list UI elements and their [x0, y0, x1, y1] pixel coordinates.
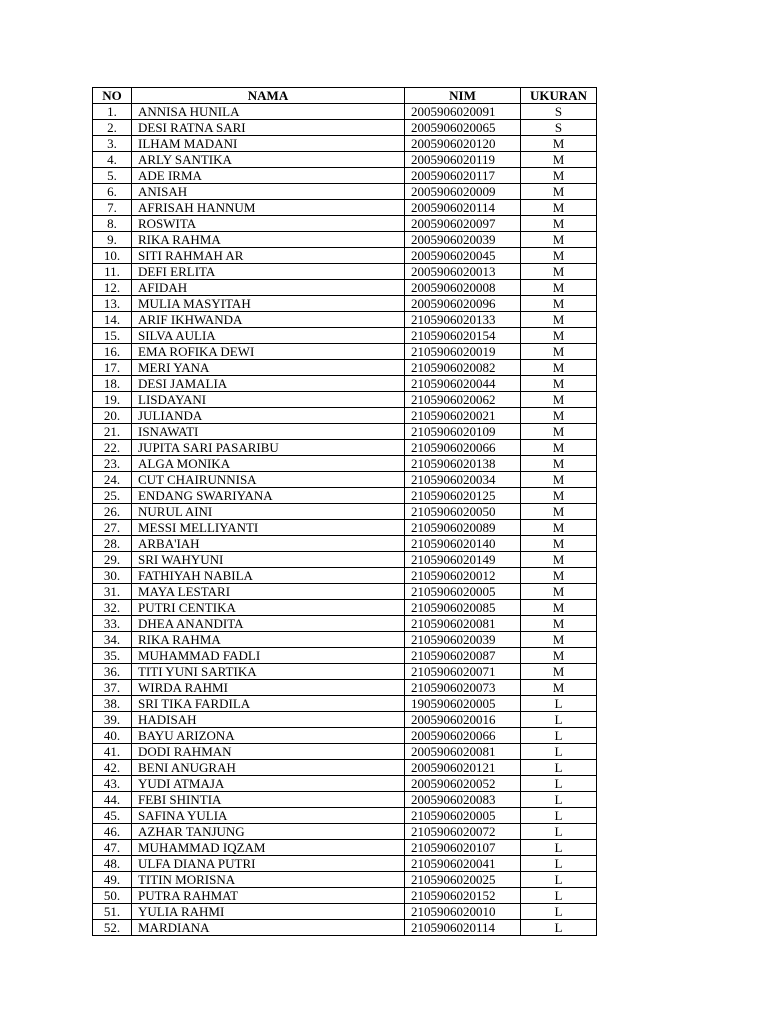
header-ukuran: UKURAN [521, 88, 597, 104]
table-row [93, 360, 597, 376]
table-row [93, 376, 597, 392]
cell-nama: PUTRA RAHMAT [132, 888, 405, 904]
header-nim: NIM [405, 88, 521, 104]
cell-ukuran: M [521, 184, 597, 200]
cell-no: 44. [93, 792, 132, 808]
cell-no: 43. [93, 776, 132, 792]
cell-no: 36. [93, 664, 132, 680]
cell-nim: 2105906020025 [405, 872, 521, 888]
table-row [93, 760, 597, 776]
cell-nim: 2005906020114 [405, 200, 521, 216]
table-row [93, 536, 597, 552]
table-row [93, 584, 597, 600]
cell-nama: ARLY SANTIKA [132, 152, 405, 168]
cell-nama: TITI YUNI SARTIKA [132, 664, 405, 680]
cell-nama: ISNAWATI [132, 424, 405, 440]
cell-no: 9. [93, 232, 132, 248]
cell-nama: BAYU ARIZONA [132, 728, 405, 744]
cell-no: 41. [93, 744, 132, 760]
cell-nama: ANNISA HUNILA [132, 104, 405, 120]
table-row [93, 184, 597, 200]
cell-ukuran: L [521, 776, 597, 792]
table-row [93, 632, 597, 648]
cell-no: 3. [93, 136, 132, 152]
cell-ukuran: M [521, 248, 597, 264]
cell-no: 7. [93, 200, 132, 216]
table-row [93, 472, 597, 488]
cell-nama: SRI WAHYUNI [132, 552, 405, 568]
cell-nim: 2105906020039 [405, 632, 521, 648]
table-row [93, 200, 597, 216]
cell-ukuran: M [521, 456, 597, 472]
table-row [93, 232, 597, 248]
student-size-table [92, 87, 597, 936]
cell-nim: 2105906020072 [405, 824, 521, 840]
cell-no: 1. [93, 104, 132, 120]
cell-ukuran: M [521, 664, 597, 680]
cell-no: 21. [93, 424, 132, 440]
cell-nim: 2105906020034 [405, 472, 521, 488]
cell-nim: 2105906020149 [405, 552, 521, 568]
cell-nim: 2005906020091 [405, 104, 521, 120]
cell-no: 50. [93, 888, 132, 904]
cell-ukuran: M [521, 520, 597, 536]
cell-ukuran: M [521, 568, 597, 584]
table-row [93, 104, 597, 120]
cell-nama: ENDANG SWARIYANA [132, 488, 405, 504]
table-row [93, 616, 597, 632]
cell-no: 52. [93, 920, 132, 936]
cell-no: 20. [93, 408, 132, 424]
table-row [93, 872, 597, 888]
cell-no: 27. [93, 520, 132, 536]
cell-nim: 2005906020039 [405, 232, 521, 248]
table-row [93, 424, 597, 440]
cell-nama: ALGA MONIKA [132, 456, 405, 472]
table-header-row [93, 88, 597, 104]
cell-nama: JUPITA SARI PASARIBU [132, 440, 405, 456]
cell-nim: 2005906020119 [405, 152, 521, 168]
table-row [93, 680, 597, 696]
table-row [93, 808, 597, 824]
cell-nama: EMA ROFIKA DEWI [132, 344, 405, 360]
cell-no: 45. [93, 808, 132, 824]
cell-no: 22. [93, 440, 132, 456]
cell-ukuran: L [521, 792, 597, 808]
cell-ukuran: M [521, 504, 597, 520]
cell-nama: ANISAH [132, 184, 405, 200]
table-row [93, 824, 597, 840]
table-row [93, 696, 597, 712]
cell-ukuran: L [521, 840, 597, 856]
cell-no: 4. [93, 152, 132, 168]
cell-no: 38. [93, 696, 132, 712]
cell-ukuran: L [521, 696, 597, 712]
cell-nama: DESI RATNA SARI [132, 120, 405, 136]
cell-nama: SRI TIKA FARDILA [132, 696, 405, 712]
cell-ukuran: L [521, 872, 597, 888]
table-row [93, 456, 597, 472]
cell-nim: 2105906020107 [405, 840, 521, 856]
table-row [93, 168, 597, 184]
cell-nim: 2105906020140 [405, 536, 521, 552]
cell-nama: MARDIANA [132, 920, 405, 936]
cell-ukuran: M [521, 648, 597, 664]
cell-ukuran: M [521, 440, 597, 456]
cell-ukuran: L [521, 744, 597, 760]
table-row [93, 744, 597, 760]
cell-no: 24. [93, 472, 132, 488]
cell-nama: RIKA RAHMA [132, 232, 405, 248]
cell-nama: MAYA LESTARI [132, 584, 405, 600]
cell-nama: JULIANDA [132, 408, 405, 424]
cell-nim: 2105906020154 [405, 328, 521, 344]
cell-nama: MESSI MELLIYANTI [132, 520, 405, 536]
cell-ukuran: M [521, 216, 597, 232]
cell-nama: DEFI ERLITA [132, 264, 405, 280]
table-row [93, 328, 597, 344]
cell-no: 15. [93, 328, 132, 344]
cell-ukuran: L [521, 824, 597, 840]
cell-nim: 2005906020013 [405, 264, 521, 280]
cell-nim: 2105906020041 [405, 856, 521, 872]
cell-nim: 2105906020019 [405, 344, 521, 360]
cell-nim: 2105906020066 [405, 440, 521, 456]
cell-nama: FATHIYAH NABILA [132, 568, 405, 584]
cell-nim: 2105906020062 [405, 392, 521, 408]
cell-no: 42. [93, 760, 132, 776]
cell-nim: 2105906020012 [405, 568, 521, 584]
cell-no: 40. [93, 728, 132, 744]
table-row [93, 904, 597, 920]
cell-nama: ARIF IKHWANDA [132, 312, 405, 328]
cell-no: 46. [93, 824, 132, 840]
table-row [93, 568, 597, 584]
table-row [93, 776, 597, 792]
cell-ukuran: M [521, 536, 597, 552]
cell-ukuran: L [521, 760, 597, 776]
cell-no: 11. [93, 264, 132, 280]
cell-nim: 2105906020133 [405, 312, 521, 328]
table-row [93, 248, 597, 264]
cell-nim: 2105906020073 [405, 680, 521, 696]
cell-ukuran: M [521, 296, 597, 312]
cell-ukuran: M [521, 680, 597, 696]
cell-nim: 2105906020085 [405, 600, 521, 616]
cell-nim: 2105906020125 [405, 488, 521, 504]
cell-no: 10. [93, 248, 132, 264]
cell-no: 14. [93, 312, 132, 328]
table-row [93, 488, 597, 504]
table-row [93, 344, 597, 360]
cell-nama: ULFA DIANA PUTRI [132, 856, 405, 872]
cell-nim: 2005906020066 [405, 728, 521, 744]
cell-nim: 2005906020120 [405, 136, 521, 152]
cell-nim: 2005906020117 [405, 168, 521, 184]
cell-no: 19. [93, 392, 132, 408]
cell-nim: 2105906020114 [405, 920, 521, 936]
cell-nim: 1905906020005 [405, 696, 521, 712]
cell-nim: 2005906020052 [405, 776, 521, 792]
cell-ukuran: M [521, 600, 597, 616]
cell-ukuran: M [521, 360, 597, 376]
cell-ukuran: M [521, 328, 597, 344]
cell-nama: MERI YANA [132, 360, 405, 376]
cell-no: 33. [93, 616, 132, 632]
cell-no: 47. [93, 840, 132, 856]
cell-nama: NURUL AINI [132, 504, 405, 520]
cell-no: 2. [93, 120, 132, 136]
cell-no: 48. [93, 856, 132, 872]
table-row [93, 392, 597, 408]
cell-nama: FEBI SHINTIA [132, 792, 405, 808]
cell-ukuran: M [521, 168, 597, 184]
cell-nim: 2005906020009 [405, 184, 521, 200]
header-no: NO [93, 88, 132, 104]
cell-nim: 2005906020016 [405, 712, 521, 728]
table-row [93, 120, 597, 136]
cell-nama: YUDI ATMAJA [132, 776, 405, 792]
cell-nim: 2005906020097 [405, 216, 521, 232]
cell-nim: 2005906020008 [405, 280, 521, 296]
cell-no: 31. [93, 584, 132, 600]
cell-no: 25. [93, 488, 132, 504]
table-row [93, 440, 597, 456]
table-row [93, 504, 597, 520]
cell-nim: 2005906020081 [405, 744, 521, 760]
cell-ukuran: M [521, 584, 597, 600]
cell-nim: 2105906020005 [405, 584, 521, 600]
table-row [93, 920, 597, 936]
cell-nim: 2105906020138 [405, 456, 521, 472]
cell-nama: PUTRI CENTIKA [132, 600, 405, 616]
cell-no: 5. [93, 168, 132, 184]
cell-ukuran: M [521, 552, 597, 568]
table-row [93, 520, 597, 536]
cell-no: 23. [93, 456, 132, 472]
cell-nim: 2105906020021 [405, 408, 521, 424]
cell-nama: SILVA AULIA [132, 328, 405, 344]
cell-ukuran: S [521, 120, 597, 136]
cell-nim: 2105906020087 [405, 648, 521, 664]
cell-ukuran: L [521, 856, 597, 872]
cell-ukuran: M [521, 264, 597, 280]
cell-nama: MULIA MASYITAH [132, 296, 405, 312]
cell-nim: 2005906020121 [405, 760, 521, 776]
cell-nama: AFIDAH [132, 280, 405, 296]
cell-no: 35. [93, 648, 132, 664]
cell-no: 12. [93, 280, 132, 296]
cell-nama: AZHAR TANJUNG [132, 824, 405, 840]
cell-nim: 2105906020081 [405, 616, 521, 632]
cell-nim: 2005906020065 [405, 120, 521, 136]
cell-nama: YULIA RAHMI [132, 904, 405, 920]
cell-no: 6. [93, 184, 132, 200]
cell-nama: DODI RAHMAN [132, 744, 405, 760]
cell-ukuran: M [521, 616, 597, 632]
cell-ukuran: M [521, 280, 597, 296]
table-row [93, 136, 597, 152]
cell-ukuran: L [521, 728, 597, 744]
cell-no: 32. [93, 600, 132, 616]
table-row [93, 728, 597, 744]
table-row [93, 152, 597, 168]
cell-nama: ARBA'IAH [132, 536, 405, 552]
cell-no: 16. [93, 344, 132, 360]
table-row [93, 264, 597, 280]
cell-nim: 2105906020050 [405, 504, 521, 520]
cell-ukuran: L [521, 904, 597, 920]
cell-nim: 2005906020045 [405, 248, 521, 264]
cell-ukuran: M [521, 136, 597, 152]
cell-nama: ROSWITA [132, 216, 405, 232]
table-row [93, 312, 597, 328]
document-page [92, 87, 597, 936]
cell-nim: 2005906020096 [405, 296, 521, 312]
cell-no: 29. [93, 552, 132, 568]
cell-no: 8. [93, 216, 132, 232]
table-row [93, 888, 597, 904]
table-row [93, 408, 597, 424]
cell-ukuran: M [521, 376, 597, 392]
cell-ukuran: L [521, 712, 597, 728]
cell-nama: ADE IRMA [132, 168, 405, 184]
cell-nim: 2005906020083 [405, 792, 521, 808]
cell-nama: TITIN MORISNA [132, 872, 405, 888]
cell-no: 26. [93, 504, 132, 520]
table-row [93, 216, 597, 232]
cell-ukuran: M [521, 392, 597, 408]
cell-nim: 2105906020010 [405, 904, 521, 920]
cell-nama: DHEA ANANDITA [132, 616, 405, 632]
cell-ukuran: S [521, 104, 597, 120]
cell-no: 37. [93, 680, 132, 696]
cell-ukuran: M [521, 344, 597, 360]
table-row [93, 600, 597, 616]
cell-nama: RIKA RAHMA [132, 632, 405, 648]
cell-no: 30. [93, 568, 132, 584]
cell-nama: AFRISAH HANNUM [132, 200, 405, 216]
table-row [93, 664, 597, 680]
header-nama: NAMA [132, 88, 405, 104]
cell-no: 51. [93, 904, 132, 920]
cell-nim: 2105906020152 [405, 888, 521, 904]
cell-nim: 2105906020005 [405, 808, 521, 824]
table-row [93, 296, 597, 312]
cell-nim: 2105906020082 [405, 360, 521, 376]
cell-nama: SAFINA YULIA [132, 808, 405, 824]
cell-ukuran: L [521, 888, 597, 904]
cell-ukuran: M [521, 632, 597, 648]
cell-nama: CUT CHAIRUNNISA [132, 472, 405, 488]
table-row [93, 856, 597, 872]
cell-no: 39. [93, 712, 132, 728]
cell-nim: 2105906020071 [405, 664, 521, 680]
cell-nim: 2105906020109 [405, 424, 521, 440]
cell-nim: 2105906020089 [405, 520, 521, 536]
cell-ukuran: L [521, 920, 597, 936]
cell-ukuran: M [521, 424, 597, 440]
cell-nama: SITI RAHMAH AR [132, 248, 405, 264]
table-row [93, 280, 597, 296]
cell-nama: MUHAMMAD FADLI [132, 648, 405, 664]
table-row [93, 712, 597, 728]
cell-nama: MUHAMMAD IQZAM [132, 840, 405, 856]
cell-nim: 2105906020044 [405, 376, 521, 392]
cell-ukuran: M [521, 200, 597, 216]
cell-nama: DESI JAMALIA [132, 376, 405, 392]
cell-nama: LISDAYANI [132, 392, 405, 408]
cell-no: 17. [93, 360, 132, 376]
table-row [93, 552, 597, 568]
cell-ukuran: M [521, 408, 597, 424]
cell-no: 18. [93, 376, 132, 392]
cell-ukuran: M [521, 472, 597, 488]
cell-no: 28. [93, 536, 132, 552]
cell-ukuran: L [521, 808, 597, 824]
cell-nama: ILHAM MADANI [132, 136, 405, 152]
cell-nama: BENI ANUGRAH [132, 760, 405, 776]
cell-no: 13. [93, 296, 132, 312]
cell-nama: WIRDA RAHMI [132, 680, 405, 696]
cell-ukuran: M [521, 488, 597, 504]
cell-no: 34. [93, 632, 132, 648]
table-row [93, 792, 597, 808]
table-row [93, 648, 597, 664]
table-row [93, 840, 597, 856]
cell-ukuran: M [521, 312, 597, 328]
cell-nama: HADISAH [132, 712, 405, 728]
cell-ukuran: M [521, 152, 597, 168]
cell-no: 49. [93, 872, 132, 888]
cell-ukuran: M [521, 232, 597, 248]
